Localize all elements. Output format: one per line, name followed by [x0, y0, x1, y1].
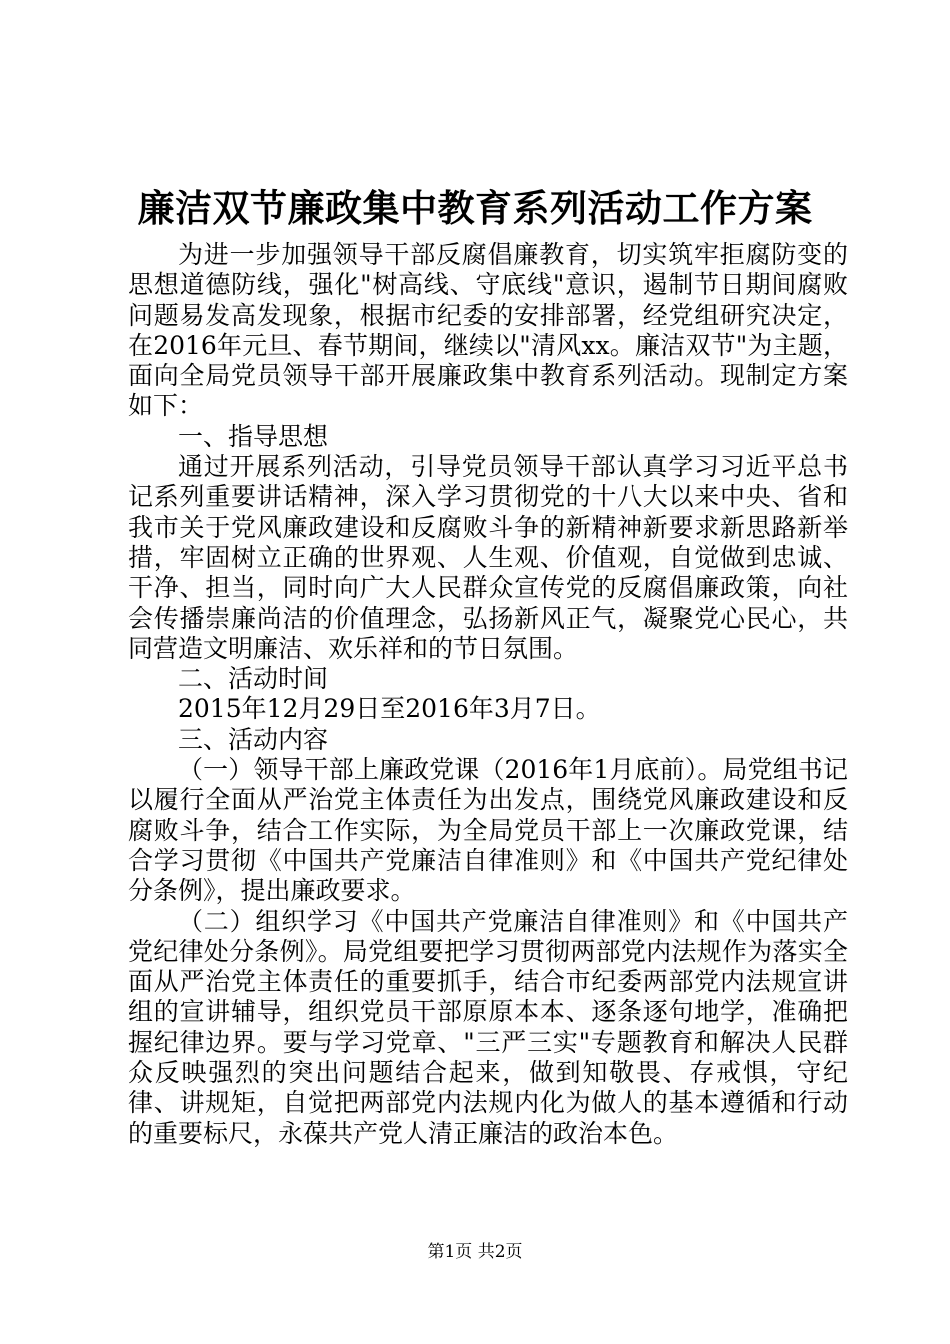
- section-heading-activity-time: 二、活动时间: [178, 664, 329, 694]
- section-heading-activity-content: 三、活动内容: [178, 724, 329, 754]
- document-body: [128, 240, 848, 1149]
- page-number-footer: 第1页 共2页: [427, 1242, 523, 1262]
- intro-paragraph: 为进一步加强领导干部反腐倡廉教育，切实筑牢拒腐防变的思想道德防线，强化"树高线、守底线"意识，遏制节日期间腐败问题易发高发现象，根据市纪委的安排部署，经党组研究决定，在2016年元旦、春节期间，继续以"清风xx。廉洁双节"为主题，面向全局党员领导干部开展廉政集中教育系列活动。现制定方案如下：: [128, 240, 848, 421]
- guiding-ideology-paragraph: 通过开展系列活动，引导党员领导干部认真学习习近平总书记系列重要讲话精神，深入学习贯彻党的十八大以来中央、省和我市关于党风廉政建设和反腐败斗争的新精神新要求新思路新举措，牢固树立正确的世界观、人生观、价值观，自觉做到忠诚、干净、担当，同时向广大人民群众宣传党的反腐倡廉政策，向社会传播崇廉尚洁的价值理念，弘扬新风正气，凝聚党心民心，共同营造文明廉洁、欢乐祥和的节日氛围。: [128, 452, 848, 663]
- section-heading-guiding-ideology: 一、指导思想: [178, 421, 329, 451]
- activity-content-item-1: （一）领导干部上廉政党课（2016年1月底前）。局党组书记以履行全面从严治党主体责任为出发点，围绕党风廉政建设和反腐败斗争，结合工作实际，为全局党员干部上一次廉政党课，结合学习贯彻《中国共产党廉洁自律准则》和《中国共产党纪律处分条例》，提出廉政要求。: [128, 755, 848, 906]
- document-title: 廉洁双节廉政集中教育系列活动工作方案: [137, 186, 813, 230]
- activity-time-paragraph: 2015年12月29日至2016年3月7日。: [178, 694, 601, 724]
- activity-content-item-2: （二）组织学习《中国共产党廉洁自律准则》和《中国共产党纪律处分条例》。局党组要把学习贯彻两部党内法规作为落实全面从严治党主体责任的重要抓手，结合市纪委两部党内法规宣讲组的宣讲辅导，组织党员干部原原本本、逐条逐句地学，准确把握纪律边界。要与学习党章、"三严三实"专题教育和解决人民群众反映强烈的突出问题结合起来，做到知敬畏、存戒惧，守纪律、讲规矩，自觉把两部党内法规内化为做人的基本遵循和行动的重要标尺，永葆共产党人清正廉洁的政治本色。: [128, 906, 848, 1148]
